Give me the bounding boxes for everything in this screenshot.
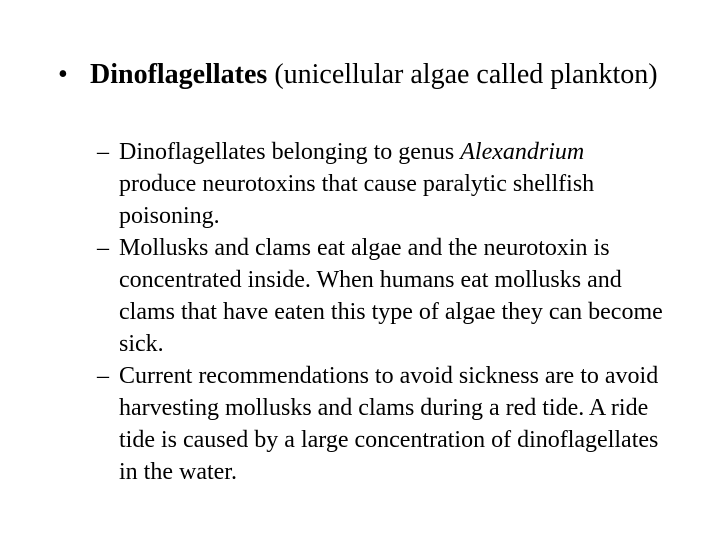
main-bullet — [58, 58, 678, 92]
dash-icon: – — [97, 139, 109, 165]
bullet-icon: • — [58, 59, 68, 90]
sub-bullet-3-text: Current recommendations to avoid sickness are to avoid harvesting mollusks and clams during a red tide. A ride tide is caused by a large concentration of dinoflagellates in the water. — [119, 363, 659, 485]
main-bullet-text: (unicellular algae called plankton) — [267, 59, 658, 90]
sub-bullet-2-text: Mollusks and clams eat algae and the neurotoxin is concentrated inside. When humans eat mollusks and clams that have eaten this type of algae they can become sick. — [119, 235, 663, 357]
sub-bullet-2 — [97, 232, 667, 360]
sub-bullet-1 — [97, 136, 667, 232]
sub-bullet-3 — [97, 360, 667, 488]
sub-bullet-list — [97, 136, 667, 488]
main-bullet-term: Dinoflagellates — [90, 59, 268, 90]
dash-icon: – — [97, 363, 109, 389]
genus-name: Alexandrium — [460, 139, 585, 165]
dash-icon: – — [97, 235, 109, 261]
sub-bullet-1-text-after: produce neurotoxins that cause paralytic shellfish poisoning. — [119, 171, 595, 229]
sub-bullet-1-text-before: Dinoflagellates belonging to genus — [119, 139, 461, 165]
